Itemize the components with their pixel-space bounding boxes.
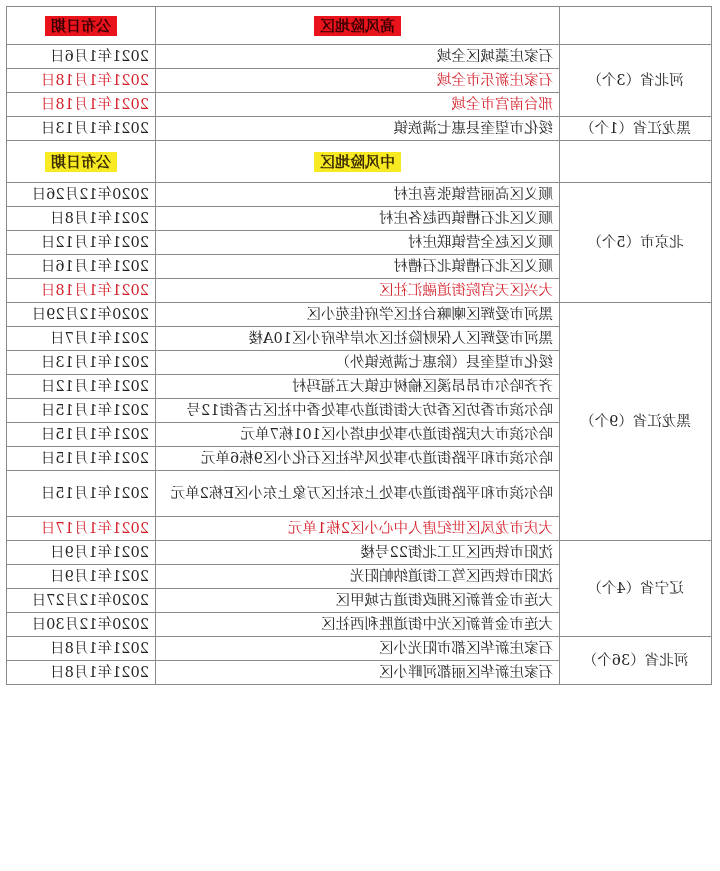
region-header-label: 中风险地区 [314,152,401,172]
date-cell: 2021年1月17日 [7,517,156,541]
risk-area-table [6,6,712,685]
date-cell: 2021年1月18日 [7,279,156,303]
location-cell: 顺义区北石槽镇西赵各庄村 [156,207,560,231]
date-cell: 2021年1月15日 [7,447,156,471]
province-header-cell [560,141,712,183]
location-cell: 大连市金普新区拥政街道古城甲区 [156,589,560,613]
location-cell: 齐齐哈尔市昂昂溪区榆树屯镇大五福玛村 [156,375,560,399]
date-cell: 2021年1月15日 [7,471,156,517]
province-cell: 黑龙江省（1个） [560,117,712,141]
location-cell: 邢台南宫市全域 [156,93,560,117]
location-cell: 哈尔滨市和平路街道办事处风华社区石化小区9栋6单元 [156,447,560,471]
date-cell: 2021年1月6日 [7,45,156,69]
location-cell: 顺义区赵全营镇联庄村 [156,231,560,255]
location-cell: 黑河市爱辉区喇嘛台社区学府佳苑小区 [156,303,560,327]
high_risk-header-row [7,7,712,45]
location-cell: 沈阳市铁西区卫工北街22号楼 [156,541,560,565]
location-cell: 石家庄新华区都市阳光小区 [156,637,560,661]
date-cell: 2021年1月13日 [7,351,156,375]
location-cell: 顺义区北石槽镇北石槽村 [156,255,560,279]
location-cell: 石家庄新乐市全域 [156,69,560,93]
location-cell: 哈尔滨市大庆路街道办事处电塔小区101栋7单元 [156,423,560,447]
date-cell: 2020年12月30日 [7,613,156,637]
region-header-label: 高风险地区 [314,16,401,36]
province-cell: 北京市（5个） [560,183,712,303]
date-cell: 2021年1月8日 [7,637,156,661]
date-cell: 2021年1月18日 [7,69,156,93]
table-row [7,637,712,661]
date-cell: 2021年1月9日 [7,565,156,589]
location-cell: 大连市金普新区光中街道胜利西社区 [156,613,560,637]
location-cell: 哈尔滨市和平路街道办事处上东社区万象上东小区E栋2单元 [156,471,560,517]
date-cell: 2020年12月29日 [7,303,156,327]
location-cell: 绥化市望奎县（除惠七满族镇外） [156,351,560,375]
date-cell: 2021年1月15日 [7,423,156,447]
location-cell: 大庆市龙凤区世纪唐人中心小区2栋1单元 [156,517,560,541]
location-cell: 沈阳市铁西区笃工街道纳帕阳光 [156,565,560,589]
date-cell: 2021年1月8日 [7,661,156,685]
region-header-cell [156,141,560,183]
date-cell: 2021年1月7日 [7,327,156,351]
date-cell: 2020年12月26日 [7,183,156,207]
location-cell: 绥化市望奎县惠七满族镇 [156,117,560,141]
date-header-cell [7,7,156,45]
province-cell: 河北省（36个） [560,637,712,685]
date-cell: 2021年1月8日 [7,207,156,231]
table-row [7,117,712,141]
date-cell: 2021年1月18日 [7,93,156,117]
province-header-cell [560,7,712,45]
location-cell: 大兴区天宫院街道融汇社区 [156,279,560,303]
region-header-cell [156,7,560,45]
medium_risk-header-row [7,141,712,183]
date-cell: 2020年12月27日 [7,589,156,613]
location-cell: 顺义区高丽营镇张喜庄村 [156,183,560,207]
table-row [7,541,712,565]
province-cell: 河北省（3个） [560,45,712,117]
province-cell: 辽宁省（4个） [560,541,712,637]
table-row [7,303,712,327]
date-cell: 2021年1月9日 [7,541,156,565]
table-row [7,45,712,69]
date-header-cell [7,141,156,183]
location-cell: 哈尔滨市香坊区香坊大街街道办事处香中社区古香街12号 [156,399,560,423]
location-cell: 石家庄新华区丽都河畔小区 [156,661,560,685]
location-cell: 黑河市爱辉区人保财险社区水岸华府小区10A楼 [156,327,560,351]
date-cell: 2021年1月13日 [7,117,156,141]
date-cell: 2021年1月12日 [7,231,156,255]
date-cell: 2021年1月16日 [7,255,156,279]
table-row [7,183,712,207]
location-cell: 石家庄藁城区全域 [156,45,560,69]
date-cell: 2021年1月12日 [7,375,156,399]
date-header-label: 公布日期 [45,152,117,172]
date-cell: 2021年1月15日 [7,399,156,423]
date-header-label: 公布日期 [45,16,117,36]
province-cell: 黑龙江省（9个） [560,303,712,541]
